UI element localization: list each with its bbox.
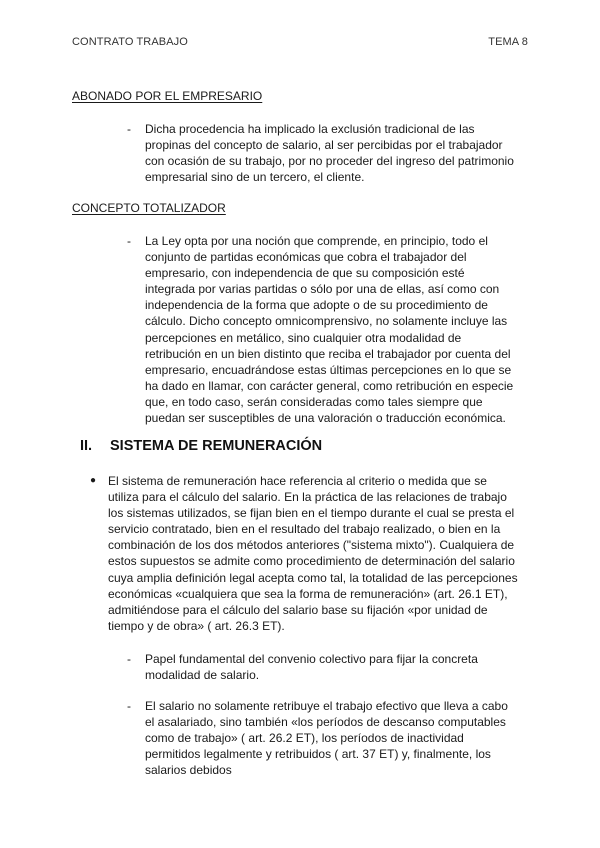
dash-marker: - — [127, 652, 131, 666]
dash-item-propinas — [127, 121, 517, 185]
dash-item-text: El salario no solamente retribuye el trabajo efectivo que lleva a cabo el asalariado, sino también «los períodos de descanso computables como de trabajo» ( art. 26.2 ET), los períodos de inactividad permitidos legalmente y retribuidos ( art. 37 ET) y, finalmente, los salarios debidos — [145, 699, 508, 778]
dash-marker: - — [127, 699, 131, 713]
dash-item-concepto — [127, 233, 517, 426]
dash-marker: - — [127, 122, 131, 136]
section-label-abonado: ABONADO POR EL EMPRESARIO — [72, 89, 263, 103]
header-topic-number: TEMA 8 — [488, 36, 528, 48]
section-heading — [80, 438, 322, 454]
header-course-title: CONTRATO TRABAJO — [72, 36, 188, 48]
bullet-marker: ● — [90, 475, 97, 486]
bullet-item-text: El sistema de remuneración hace referencia al criterio o medida que se utiliza para el cálculo del salario. En la práctica de las relaciones de trabajo los sistemas utilizados, se fijan bien en el tiempo durante el cual se presta el servicio contratado, bien en el resultado del trabajo realizado, o bien en la combinación de los dos métodos anteriores ("sistema mixto"). Cualquiera de estos supuestos se admite como procedimiento de determinación del salario cuya amplia definición legal acepta como tal, la totalidad de las percepciones económicas «cualquiera que sea la forma de remuneración» (art. 26.1 ET), admitiéndose para el cálculo del salario base su fijación «por unidad de tiempo y de obra» ( art. 26.3 ET). — [108, 474, 518, 633]
dash-item-text: La Ley opta por una noción que comprende, en principio, todo el conjunto de partidas económicas que cobra el trabajador del empresario, con independencia de que su composición esté integrada por varias partidas o sólo por una de ellas, así como con independencia de la forma que adopte o de su procedimiento de cálculo. Dicho concepto omnicomprensivo, no solamente incluye las percepciones en metálico, sino cualquier otra modalidad de retribución en un bien distinto que reciba el trabajador por cuenta del empresario, encuadrándose estas últimas percepciones en lo que se ha dado en llamar, con carácter general, como retribución en especie que, en todo caso, serán consideradas como tales siempre que puedan ser susceptibles de una valoración o traducción económica. — [145, 234, 514, 426]
section-label-concepto: CONCEPTO TOTALIZADOR — [72, 201, 226, 215]
dash-item-salario — [127, 698, 517, 778]
bullet-item-sistema — [90, 473, 520, 634]
heading-title: SISTEMA DE REMUNERACIÓN — [110, 438, 323, 454]
dash-marker: - — [127, 234, 131, 248]
dash-item-text: Papel fundamental del convenio colectivo para fijar la concreta modalidad de salario. — [145, 652, 478, 683]
dash-item-convenio — [127, 651, 517, 683]
dash-item-text: Dicha procedencia ha implicado la exclusión tradicional de las propinas del concepto de salario, al ser percibidas por el trabajador con ocasión de su trabajo, por no proceder del ingreso del patrimonio empresarial sino de un tercero, el cliente. — [145, 122, 514, 185]
heading-number: II. — [80, 438, 93, 454]
